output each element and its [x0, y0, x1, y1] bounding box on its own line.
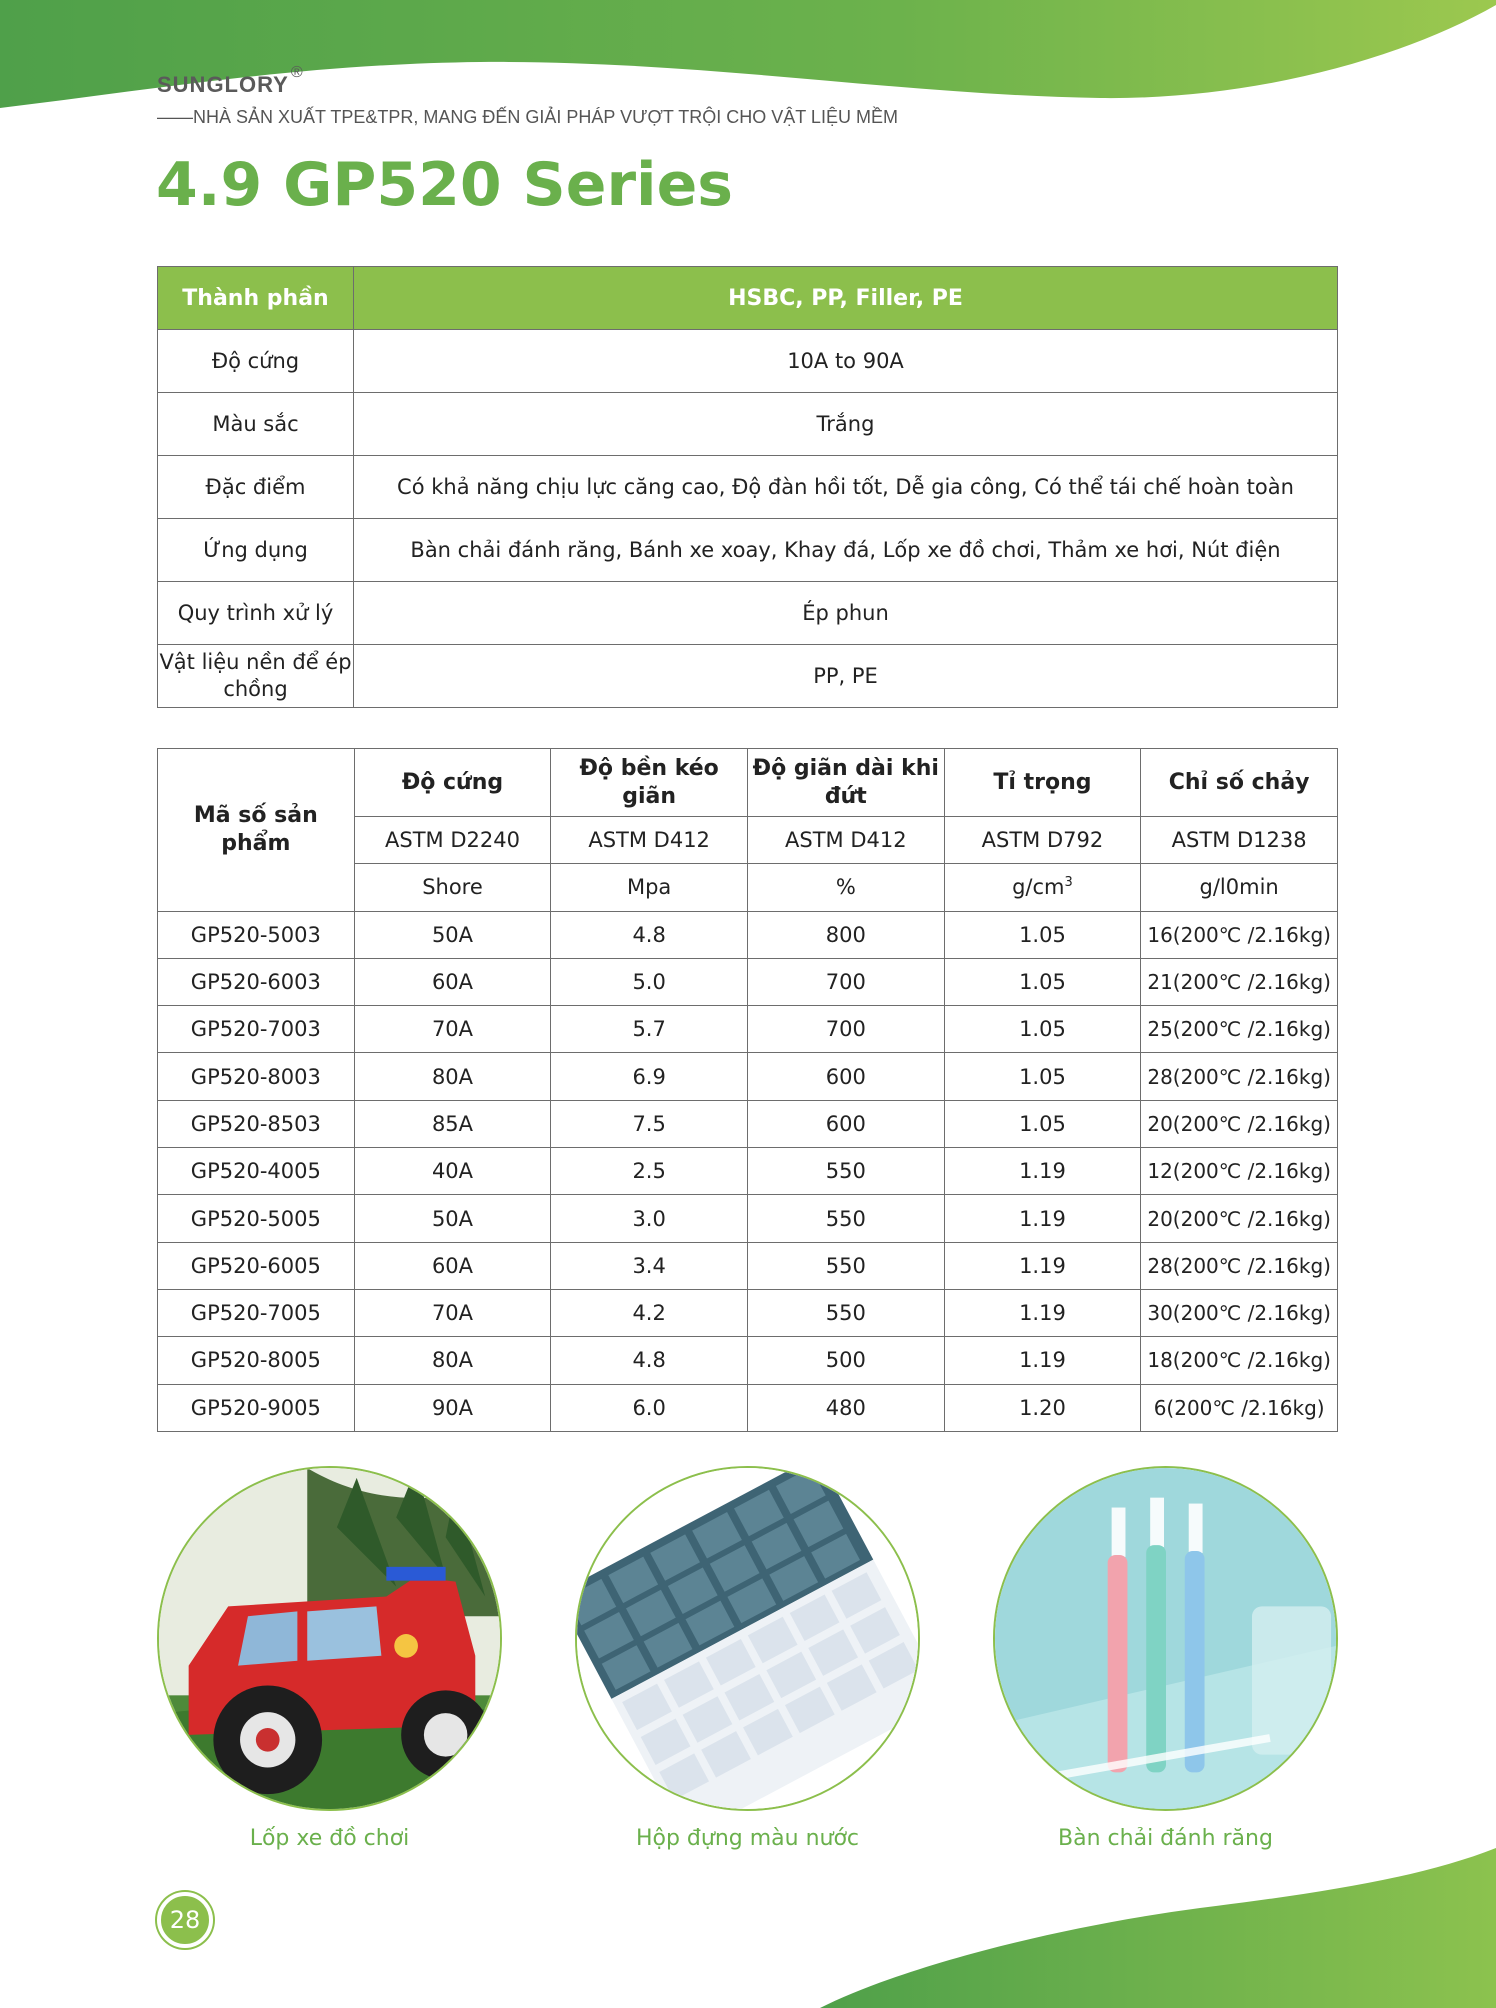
grade-value-cell: 600: [747, 1053, 944, 1100]
grade-value-cell: 7.5: [551, 1100, 748, 1147]
top-wave-decoration: [0, 0, 1496, 120]
test-standard: ASTM D412: [551, 817, 748, 864]
product-code-cell: GP520-4005: [158, 1148, 355, 1195]
table-row: [158, 1384, 1338, 1431]
column-header: Chỉ số chảy: [1141, 749, 1338, 817]
brand-logo: [157, 64, 304, 98]
photo-caption: Hộp đựng màu nước: [635, 1826, 860, 1851]
grade-value-cell: 1.05: [944, 1100, 1141, 1147]
grade-value-cell: 20(200℃ /2.16kg): [1141, 1195, 1338, 1242]
grades-table: [157, 748, 1338, 1432]
properties-table: [157, 266, 1338, 708]
paint-tray-illustration: [577, 1468, 918, 1809]
toy-car-photo: [157, 1466, 502, 1811]
toy-car-illustration: [159, 1468, 500, 1809]
grade-value-cell: 60A: [354, 1242, 551, 1289]
grade-value-cell: 28(200℃ /2.16kg): [1141, 1242, 1338, 1289]
grade-value-cell: 3.4: [551, 1242, 748, 1289]
property-label: Độ cứng: [158, 330, 354, 393]
product-code-header: Mã số sản phẩm: [158, 749, 355, 912]
unit: %: [747, 864, 944, 911]
grade-value-cell: 480: [747, 1384, 944, 1431]
grade-value-cell: 6.9: [551, 1053, 748, 1100]
table-row: [158, 1195, 1338, 1242]
property-value: Ép phun: [354, 582, 1338, 645]
brand-name: SUNGLORY: [157, 72, 289, 97]
product-code-cell: GP520-8005: [158, 1337, 355, 1384]
grade-value-cell: 28(200℃ /2.16kg): [1141, 1053, 1338, 1100]
paint-tray-photo: [575, 1466, 920, 1811]
column-header: Độ cứng: [354, 749, 551, 817]
table-row: [158, 1100, 1338, 1147]
product-code-cell: GP520-7003: [158, 1006, 355, 1053]
table-row: [158, 958, 1338, 1005]
grade-value-cell: 550: [747, 1242, 944, 1289]
page-title: 4.9 GP520 Series: [156, 150, 734, 220]
properties-row: [158, 393, 1338, 456]
properties-row: [158, 582, 1338, 645]
grade-value-cell: 700: [747, 1006, 944, 1053]
grade-value-cell: 12(200℃ /2.16kg): [1141, 1148, 1338, 1195]
grade-value-cell: 21(200℃ /2.16kg): [1141, 958, 1338, 1005]
grade-value-cell: 20(200℃ /2.16kg): [1141, 1100, 1338, 1147]
grade-value-cell: 70A: [354, 1006, 551, 1053]
grade-value-cell: 30(200℃ /2.16kg): [1141, 1289, 1338, 1336]
test-standard: ASTM D792: [944, 817, 1141, 864]
property-value: Trắng: [354, 393, 1338, 456]
table-row: [158, 1053, 1338, 1100]
property-label: Ứng dụng: [158, 519, 354, 582]
property-value: 10A to 90A: [354, 330, 1338, 393]
column-header: Độ bền kéo giãn: [551, 749, 748, 817]
grade-value-cell: 550: [747, 1289, 944, 1336]
property-value: PP, PE: [354, 645, 1338, 708]
grade-value-cell: 4.8: [551, 911, 748, 958]
table-row: [158, 911, 1338, 958]
grade-value-cell: 6(200℃ /2.16kg): [1141, 1384, 1338, 1431]
properties-header-label: Thành phần: [158, 267, 354, 330]
properties-header-row: [158, 267, 1338, 330]
grade-value-cell: 18(200℃ /2.16kg): [1141, 1337, 1338, 1384]
product-code-cell: GP520-7005: [158, 1289, 355, 1336]
grade-value-cell: 1.19: [944, 1242, 1141, 1289]
column-header: Độ giãn dài khi đứt: [747, 749, 944, 817]
product-code-cell: GP520-9005: [158, 1384, 355, 1431]
grade-rows: [158, 911, 1338, 1431]
properties-row: [158, 330, 1338, 393]
grade-value-cell: 550: [747, 1148, 944, 1195]
grade-value-cell: 2.5: [551, 1148, 748, 1195]
grade-value-cell: 3.0: [551, 1195, 748, 1242]
grade-value-cell: 6.0: [551, 1384, 748, 1431]
table-row: [158, 1337, 1338, 1384]
properties-row: [158, 519, 1338, 582]
property-label: Quy trình xử lý: [158, 582, 354, 645]
product-code-cell: GP520-5005: [158, 1195, 355, 1242]
page-number-badge: 28: [157, 1892, 213, 1948]
grade-value-cell: 70A: [354, 1289, 551, 1336]
property-value: Bàn chải đánh răng, Bánh xe xoay, Khay đá, Lốp xe đồ chơi, Thảm xe hơi, Nút điện: [354, 519, 1338, 582]
grade-value-cell: 5.7: [551, 1006, 748, 1053]
grade-value-cell: 500: [747, 1337, 944, 1384]
grade-value-cell: 1.05: [944, 958, 1141, 1005]
grade-value-cell: 4.2: [551, 1289, 748, 1336]
grade-value-cell: 16(200℃ /2.16kg): [1141, 911, 1338, 958]
table-row: [158, 1289, 1338, 1336]
brand-tagline: ——NHÀ SẢN XUẤT TPE&TPR, MANG ĐẾN GIẢI PHÁP VƯỢT TRỘI CHO VẬT LIỆU MỀM: [157, 107, 898, 127]
grade-value-cell: 85A: [354, 1100, 551, 1147]
grade-value-cell: 1.19: [944, 1337, 1141, 1384]
table-row: [158, 1148, 1338, 1195]
unit: Mpa: [551, 864, 748, 911]
test-standard: ASTM D2240: [354, 817, 551, 864]
grade-value-cell: 600: [747, 1100, 944, 1147]
photo-caption: Lốp xe đồ chơi: [249, 1826, 410, 1851]
grade-value-cell: 1.05: [944, 1006, 1141, 1053]
test-standard: ASTM D1238: [1141, 817, 1338, 864]
grade-value-cell: 40A: [354, 1148, 551, 1195]
grade-value-cell: 25(200℃ /2.16kg): [1141, 1006, 1338, 1053]
grade-value-cell: 1.20: [944, 1384, 1141, 1431]
table-row: [158, 1006, 1338, 1053]
product-code-cell: GP520-8003: [158, 1053, 355, 1100]
grade-value-cell: 60A: [354, 958, 551, 1005]
unit-text: g/cm: [1012, 875, 1065, 900]
unit: g/l0min: [1141, 864, 1338, 911]
properties-row: [158, 645, 1338, 708]
unit-superscript: 3: [1064, 875, 1073, 891]
product-code-cell: GP520-8503: [158, 1100, 355, 1147]
unit-density: [944, 864, 1141, 911]
grades-header-row: [158, 749, 1338, 817]
photo-caption: Bàn chải đánh răng: [1058, 1826, 1273, 1851]
column-header: Tỉ trọng: [944, 749, 1141, 817]
bottom-wave-decoration: [0, 1848, 1496, 2008]
table-row: [158, 1242, 1338, 1289]
registered-mark: ®: [290, 64, 304, 81]
product-code-cell: GP520-6005: [158, 1242, 355, 1289]
test-standard: ASTM D412: [747, 817, 944, 864]
grade-value-cell: 1.05: [944, 1053, 1141, 1100]
product-code-cell: GP520-5003: [158, 911, 355, 958]
grade-value-cell: 50A: [354, 1195, 551, 1242]
properties-row: [158, 456, 1338, 519]
grade-value-cell: 1.19: [944, 1148, 1141, 1195]
grade-value-cell: 700: [747, 958, 944, 1005]
grade-value-cell: 550: [747, 1195, 944, 1242]
product-code-cell: GP520-6003: [158, 958, 355, 1005]
properties-header-value: HSBC, PP, Filler, PE: [354, 267, 1338, 330]
property-label: Vật liệu nền để ép chồng: [158, 645, 354, 708]
grade-value-cell: 80A: [354, 1053, 551, 1100]
grade-value-cell: 800: [747, 911, 944, 958]
property-value: Có khả năng chịu lực căng cao, Độ đàn hồi tốt, Dễ gia công, Có thể tái chế hoàn toàn: [354, 456, 1338, 519]
unit: Shore: [354, 864, 551, 911]
property-label: Đặc điểm: [158, 456, 354, 519]
grade-value-cell: 1.05: [944, 911, 1141, 958]
property-label: Màu sắc: [158, 393, 354, 456]
grade-value-cell: 5.0: [551, 958, 748, 1005]
grade-value-cell: 50A: [354, 911, 551, 958]
grade-value-cell: 90A: [354, 1384, 551, 1431]
grade-value-cell: 4.8: [551, 1337, 748, 1384]
toothbrush-photo: [993, 1466, 1338, 1811]
toothbrush-illustration: [995, 1468, 1336, 1809]
grade-value-cell: 80A: [354, 1337, 551, 1384]
grade-value-cell: 1.19: [944, 1195, 1141, 1242]
grade-value-cell: 1.19: [944, 1289, 1141, 1336]
